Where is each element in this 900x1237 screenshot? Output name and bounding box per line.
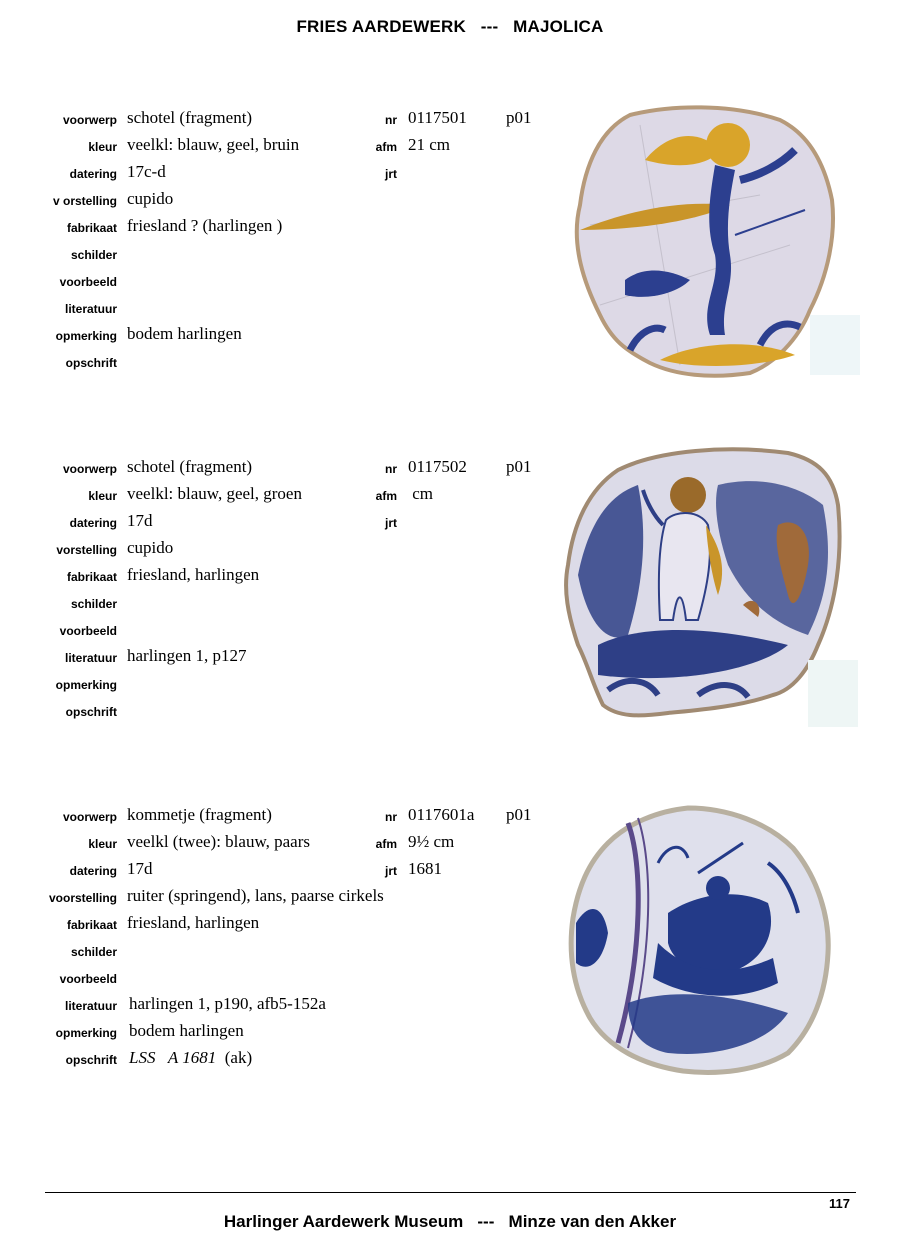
- value-page-ref: p01: [506, 805, 532, 824]
- label-opmerking: opmerking: [55, 678, 117, 692]
- label-voorbeeld: voorbeeld: [59, 275, 117, 289]
- value-datering: 17d: [127, 859, 153, 878]
- label-datering: datering: [69, 864, 117, 878]
- value-voorstelling: cupido: [127, 538, 174, 557]
- label-afm: afm: [375, 837, 397, 851]
- label-schilder: schilder: [70, 248, 117, 262]
- value-datering: 17c-d: [127, 162, 166, 181]
- value-fabrikaat: friesland ? (harlingen ): [127, 216, 283, 235]
- label-jrt: jrt: [385, 516, 397, 530]
- label-kleur: kleur: [88, 489, 117, 503]
- label-voorbeeld: voorbeeld: [59, 972, 117, 986]
- label-afm: afm: [375, 489, 397, 503]
- value-voorstelling: ruiter (springend), lans, paarse cirkels: [127, 886, 384, 905]
- value-opmerking: bodem harlingen: [129, 1021, 244, 1040]
- label-literatuur: literatuur: [64, 999, 117, 1013]
- page-number: 117: [829, 1196, 850, 1211]
- label-literatuur: literatuur: [64, 302, 117, 316]
- value-fabrikaat: friesland, harlingen: [127, 913, 260, 932]
- label-kleur: kleur: [88, 140, 117, 154]
- value-page-ref: p01: [506, 108, 532, 127]
- value-opschrift: [129, 1049, 252, 1067]
- label-opmerking: opmerking: [55, 1026, 117, 1040]
- label-voorwerp: voorwerp: [62, 810, 117, 824]
- page-title: FRIES AARDEWERK --- MAJOLICA: [296, 17, 604, 36]
- footer-rule: [45, 1192, 856, 1193]
- dish-fragment-cupid-landscape-photo: [558, 445, 858, 727]
- value-fabrikaat: friesland, harlingen: [127, 565, 260, 584]
- bowl-fragment-rider-photo: [568, 803, 833, 1078]
- label-jrt: jrt: [385, 864, 397, 878]
- value-voorwerp: schotel (fragment): [127, 457, 253, 476]
- value-voorwerp: schotel (fragment): [127, 108, 253, 127]
- value-jrt: 1681: [408, 859, 442, 878]
- label-opschrift: opschrift: [65, 705, 117, 719]
- value-voorstelling: cupido: [127, 189, 174, 208]
- label-schilder: schilder: [70, 945, 117, 959]
- label-fabrikaat: fabrikaat: [66, 221, 117, 235]
- value-kleur: veelkl (twee): blauw, paars: [127, 832, 310, 851]
- label-schilder: schilder: [70, 597, 117, 611]
- value-nr: 0117501: [408, 108, 467, 127]
- value-nr: 0117601a: [408, 805, 475, 824]
- label-literatuur: literatuur: [64, 651, 117, 665]
- label-fabrikaat: fabrikaat: [66, 570, 117, 584]
- value-kleur: veelkl: blauw, geel, groen: [127, 484, 302, 503]
- value-literatuur: harlingen 1, p190, afb5-152a: [129, 994, 326, 1013]
- footer-text: Harlinger Aardewerk Museum --- Minze van den Akker: [223, 1212, 677, 1231]
- inscription-note: (ak): [224, 1048, 253, 1067]
- label-voorbeeld: voorbeeld: [59, 624, 117, 638]
- value-literatuur: harlingen 1, p127: [127, 646, 247, 665]
- label-voorwerp: voorwerp: [62, 462, 117, 476]
- label-datering: datering: [69, 167, 117, 181]
- label-kleur: kleur: [88, 837, 117, 851]
- label-jrt: jrt: [385, 167, 397, 181]
- label-afm: afm: [375, 140, 397, 154]
- label-fabrikaat: fabrikaat: [66, 918, 117, 932]
- label-opschrift: opschrift: [65, 356, 117, 370]
- label-datering: datering: [69, 516, 117, 530]
- value-afm: cm: [408, 484, 434, 503]
- label-voorstelling: voorstelling: [48, 891, 117, 905]
- value-page-ref: p01: [506, 457, 532, 476]
- label-opschrift: opschrift: [65, 1053, 117, 1067]
- value-opmerking: bodem harlingen: [127, 324, 242, 343]
- label-nr: nr: [385, 462, 397, 476]
- label-voorstelling: v orstelling: [52, 194, 117, 208]
- value-afm: 21 cm: [408, 135, 451, 154]
- label-voorstelling: vorstelling: [56, 543, 117, 557]
- inscription-text: LSS A 1681: [129, 1048, 217, 1067]
- value-nr: 0117502: [408, 457, 467, 476]
- value-afm: 9½ cm: [408, 832, 455, 851]
- label-voorwerp: voorwerp: [62, 113, 117, 127]
- label-nr: nr: [385, 113, 397, 127]
- value-voorwerp: kommetje (fragment): [127, 805, 272, 824]
- label-nr: nr: [385, 810, 397, 824]
- value-datering: 17d: [127, 511, 153, 530]
- label-opmerking: opmerking: [55, 329, 117, 343]
- value-kleur: veelkl: blauw, geel, bruin: [127, 135, 300, 154]
